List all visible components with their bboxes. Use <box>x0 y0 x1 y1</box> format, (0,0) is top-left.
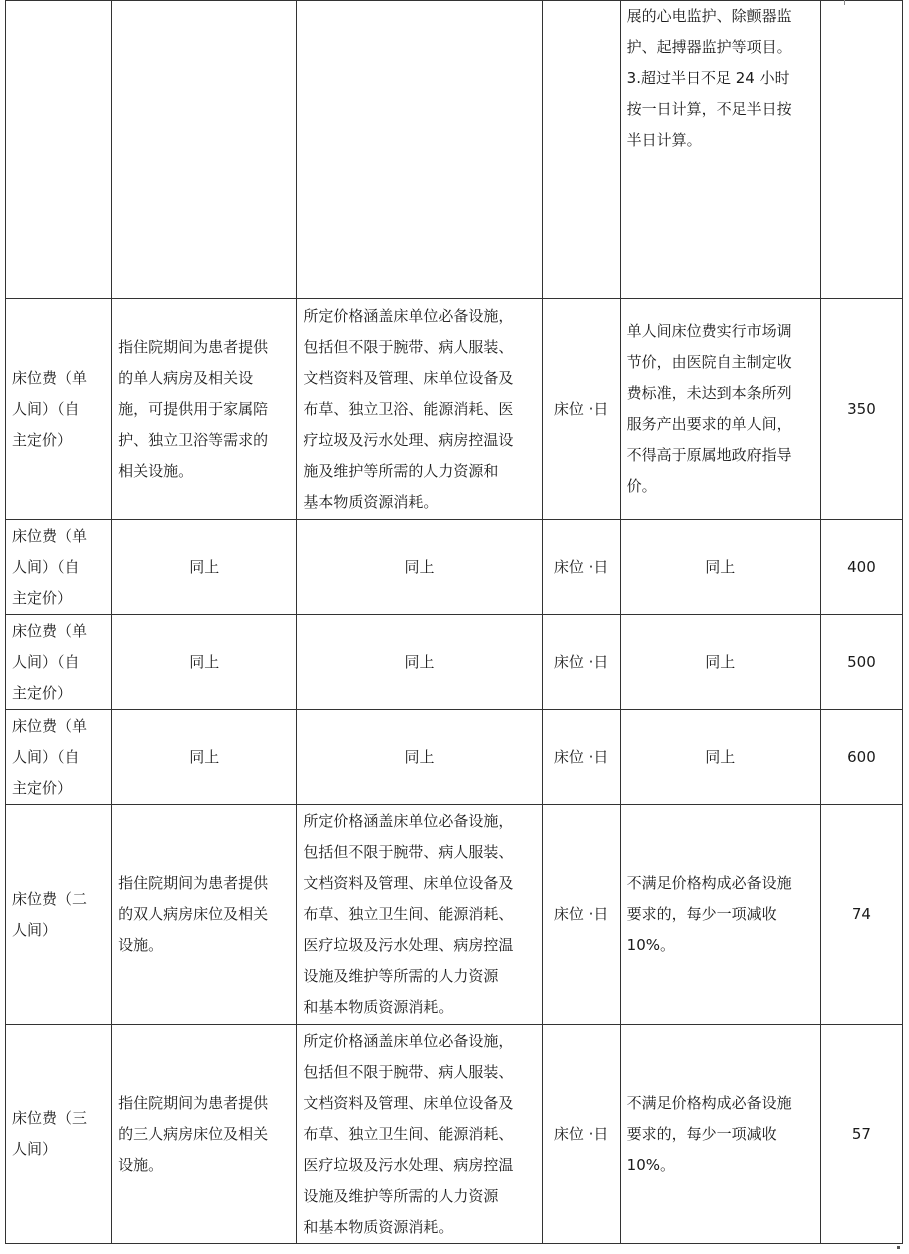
price-cell: 350 <box>820 299 902 520</box>
item-name-line: 人间） <box>12 1140 58 1158</box>
table-row <box>6 1025 903 1244</box>
item-name-line: 主定价） <box>12 683 73 702</box>
unit-cell: 床位 ·日 <box>542 615 620 710</box>
note-cell <box>620 1 820 299</box>
price-document <box>5 0 903 1244</box>
scope-line: 布草、独立卫浴、能源消耗、医 <box>303 399 514 418</box>
item-name-line: 主定价） <box>12 778 73 797</box>
content-line: 的三人病房床位及相关 <box>118 1124 269 1143</box>
note-line: 服务产出要求的单人间， <box>626 415 792 433</box>
note-line: 不得高于原属地政府指导 <box>626 446 792 464</box>
service-content-cell <box>112 1 297 299</box>
note-line: 价。 <box>626 477 657 495</box>
note-line: 要求的，每少一项减收 <box>626 905 777 923</box>
table-row <box>6 805 903 1025</box>
note-line: 10%。 <box>626 936 675 954</box>
note-cell: 同上 <box>620 520 820 615</box>
item-name-line: 床位费（单 <box>12 368 88 387</box>
note-line: 不满足价格构成必备设施 <box>626 1093 792 1112</box>
unit-cell <box>542 1 620 299</box>
item-name-cell <box>6 299 112 520</box>
item-name-cell <box>6 710 112 805</box>
price-cell: 74 <box>820 805 902 1025</box>
scope-line: 文档资料及管理、床单位设备及 <box>303 874 514 892</box>
item-name-line: 人间）（自 <box>12 557 80 576</box>
price-cell: 600 <box>820 710 902 805</box>
scope-line: 包括但不限于腕带、病人服装、 <box>303 1062 514 1081</box>
item-name-line: 床位费（二 <box>12 889 88 908</box>
price-scope-cell <box>297 299 542 520</box>
bed-fee-table <box>5 0 903 1244</box>
content-line: 指住院期间为患者提供 <box>118 1093 269 1112</box>
note-cell: 同上 <box>620 710 820 805</box>
content-line: 施，可提供用于家属陪 <box>118 399 269 418</box>
item-name-cell <box>6 520 112 615</box>
note-cell <box>620 805 820 1025</box>
scope-line: 包括但不限于腕带、病人服装、 <box>303 843 514 861</box>
unit-cell: 床位 ·日 <box>542 710 620 805</box>
item-name-line: 人间）（自 <box>12 747 80 766</box>
note-cell <box>620 1025 820 1244</box>
unit-cell: 床位 ·日 <box>542 805 620 1025</box>
scope-line: 文档资料及管理、床单位设备及 <box>303 368 514 387</box>
item-name-line: 人间）（自 <box>12 652 80 671</box>
note-line: 护、起搏器监护等项目。 <box>626 38 792 56</box>
item-name-cell <box>6 1 112 299</box>
note-line: 3.超过半日不足 24 小时 <box>626 69 790 87</box>
service-content-cell: 同上 <box>112 520 297 615</box>
note-line: 单人间床位费实行市场调 <box>626 322 792 340</box>
price-cell: 400 <box>820 520 902 615</box>
price-scope-cell: 同上 <box>297 615 542 710</box>
price-cell: 57 <box>820 1025 902 1244</box>
content-line: 指住院期间为患者提供 <box>118 874 269 892</box>
item-name-cell <box>6 1025 112 1244</box>
service-content-cell <box>112 805 297 1025</box>
item-name-line: 主定价） <box>12 430 73 449</box>
item-name-line: 人间）（自 <box>12 399 80 418</box>
price-scope-cell <box>297 1 542 299</box>
scope-line: 布草、独立卫生间、能源消耗、 <box>303 905 514 923</box>
table-row <box>6 299 903 520</box>
scope-line: 施及维护等所需的人力资源和 <box>303 461 499 480</box>
scope-line: 医疗垃圾及污水处理、病房控温 <box>303 1155 514 1174</box>
table-row <box>6 710 903 805</box>
crop-mark <box>897 1246 900 1249</box>
scope-line: 和基本物质资源消耗。 <box>303 998 454 1016</box>
scope-line: 所定价格涵盖床单位必备设施， <box>303 1031 514 1050</box>
note-line: 节价，由医院自主制定收 <box>626 353 792 371</box>
service-content-cell: 同上 <box>112 710 297 805</box>
content-line: 设施。 <box>118 936 164 954</box>
content-line: 的双人病房床位及相关 <box>118 905 269 923</box>
content-line: 设施。 <box>118 1155 164 1174</box>
crop-mark <box>844 0 845 5</box>
price-scope-cell: 同上 <box>297 520 542 615</box>
price-scope-cell <box>297 805 542 1025</box>
item-name-cell <box>6 615 112 710</box>
note-line: 不满足价格构成必备设施 <box>626 874 792 892</box>
scope-line: 疗垃圾及污水处理、病房控温设 <box>303 430 514 449</box>
note-line: 要求的，每少一项减收 <box>626 1124 777 1143</box>
item-name-line: 床位费（单 <box>12 526 88 545</box>
scope-line: 文档资料及管理、床单位设备及 <box>303 1093 514 1112</box>
note-line: 展的心电监护、除颤器监 <box>626 7 792 25</box>
unit-cell: 床位 ·日 <box>542 299 620 520</box>
table-row <box>6 520 903 615</box>
note-line: 10%。 <box>626 1155 675 1174</box>
unit-cell: 床位 ·日 <box>542 520 620 615</box>
scope-line: 和基本物质资源消耗。 <box>303 1217 454 1236</box>
scope-line: 所定价格涵盖床单位必备设施， <box>303 306 514 325</box>
item-name-line: 主定价） <box>12 588 73 607</box>
scope-line: 医疗垃圾及污水处理、病房控温 <box>303 936 514 954</box>
price-cell <box>820 1 902 299</box>
item-name-line: 床位费（单 <box>12 621 88 640</box>
item-name-line: 床位费（单 <box>12 716 88 735</box>
scope-line: 设施及维护等所需的人力资源 <box>303 967 499 985</box>
scope-line: 设施及维护等所需的人力资源 <box>303 1186 499 1205</box>
price-cell: 500 <box>820 615 902 710</box>
item-name-cell <box>6 805 112 1025</box>
scope-line: 包括但不限于腕带、病人服装、 <box>303 337 514 356</box>
service-content-cell: 同上 <box>112 615 297 710</box>
content-line: 的单人病房及相关设 <box>118 368 254 387</box>
service-content-cell <box>112 1025 297 1244</box>
price-scope-cell <box>297 1025 542 1244</box>
service-content-cell <box>112 299 297 520</box>
scope-line: 所定价格涵盖床单位必备设施， <box>303 812 514 830</box>
content-line: 护、独立卫浴等需求的 <box>118 430 269 449</box>
table-row <box>6 1 903 299</box>
note-line: 费标准，未达到本条所列 <box>626 384 792 402</box>
note-cell <box>620 299 820 520</box>
scope-line: 基本物质资源消耗。 <box>303 492 439 511</box>
item-name-line: 床位费（三 <box>12 1109 88 1127</box>
scope-line: 布草、独立卫生间、能源消耗、 <box>303 1124 514 1143</box>
note-line: 按一日计算，不足半日按 <box>626 100 792 118</box>
note-line: 半日计算。 <box>626 131 702 149</box>
content-line: 相关设施。 <box>118 461 194 480</box>
content-line: 指住院期间为患者提供 <box>118 337 269 356</box>
table-row <box>6 615 903 710</box>
price-scope-cell: 同上 <box>297 710 542 805</box>
note-cell: 同上 <box>620 615 820 710</box>
item-name-line: 人间） <box>12 920 58 939</box>
unit-cell: 床位 ·日 <box>542 1025 620 1244</box>
